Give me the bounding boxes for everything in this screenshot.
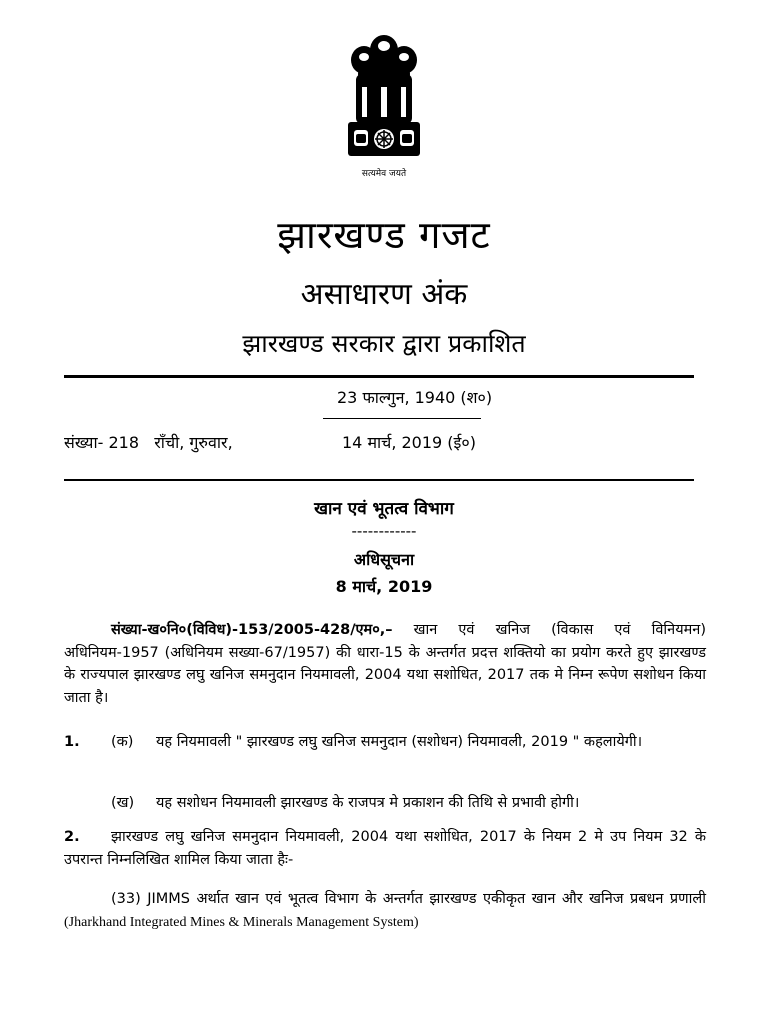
department-title: खान एवं भूतत्व विभाग bbox=[314, 499, 454, 519]
clause-text: यह सशोधन नियमावली झारखण्ड के राजपत्र मे प्रकाशन की तिथि से प्रभावी होगी। bbox=[156, 795, 580, 811]
issue-number-place-day: संख्या- 218 राँची, गुरुवार, bbox=[64, 433, 233, 452]
clause-2 bbox=[64, 826, 706, 871]
notification-title: अधिसूचना bbox=[353, 550, 415, 569]
hindu-calendar-date: 23 फाल्गुन, 1940 (श०) bbox=[337, 388, 493, 407]
clause-text: यह नियमावली " झारखण्ड लघु खनिज समनुदान (सशोधन) नियमावली, 2019 " कहलायेगी। bbox=[156, 734, 643, 750]
clause-33 bbox=[64, 888, 706, 934]
issue-date: 14 मार्च, 2019 (ई०) bbox=[342, 433, 476, 452]
national-emblem-icon bbox=[334, 12, 434, 182]
clause-1b bbox=[64, 792, 706, 815]
emblem-motto: सत्यमेव जयते bbox=[361, 169, 407, 179]
dash-separator: ------------ bbox=[351, 522, 417, 540]
gazette-subtitle: असाधारण अंक bbox=[300, 277, 468, 312]
top-rule bbox=[64, 375, 694, 378]
clause-number: 2. bbox=[64, 829, 80, 845]
english-system-name: (Jharkhand Integrated Mines & Minerals Management System) bbox=[64, 914, 419, 930]
subclause-label: (ख) bbox=[111, 795, 135, 811]
gazette-publisher: झारखण्ड सरकार द्वारा प्रकाशित bbox=[242, 329, 526, 358]
notification-date: 8 मार्च, 2019 bbox=[335, 577, 433, 596]
intro-text: खान एवं खनिज (विकास एवं विनियमन) अधिनियम-1957 (अधिनियम सख्या-67/1957) की धारा-15 के अन्तर्गत प्रदत्त शक्तियो का प्रयोग करते हुए झारखण्ड के राज्यपाल झारखण्ड लघु खनिज समनुदान नियमावली, 2004 यथा सशोधित, 2017 तक मे निम्न रूपेण सशोधन किया जाता है। bbox=[64, 622, 706, 706]
clause-1a bbox=[64, 731, 706, 754]
clause-text: (33) JIMMS अर्थात खान एवं भूतत्व विभाग के अन्तर्गत झारखण्ड एकीकृत खान और खनिज प्रबधन प्रणाली bbox=[111, 891, 706, 907]
bottom-rule bbox=[64, 479, 694, 481]
subclause-label: (क) bbox=[111, 734, 134, 750]
gazette-title: झारखण्ड गजट bbox=[277, 213, 491, 257]
clause-number: 1. bbox=[64, 734, 80, 750]
clause-text: झारखण्ड लघु खनिज समनुदान नियमावली, 2004 यथा सशोधित, 2017 के नियम 2 मे उप नियम 32 के उपरान्त निम्नलिखित शामिल किया जाता हैः- bbox=[64, 829, 706, 868]
intro-paragraph bbox=[64, 619, 706, 709]
date-divider bbox=[323, 418, 481, 419]
notification-reference: संख्या-ख०नि०(विविध)-153/2005-428/एम०,– bbox=[111, 622, 393, 638]
